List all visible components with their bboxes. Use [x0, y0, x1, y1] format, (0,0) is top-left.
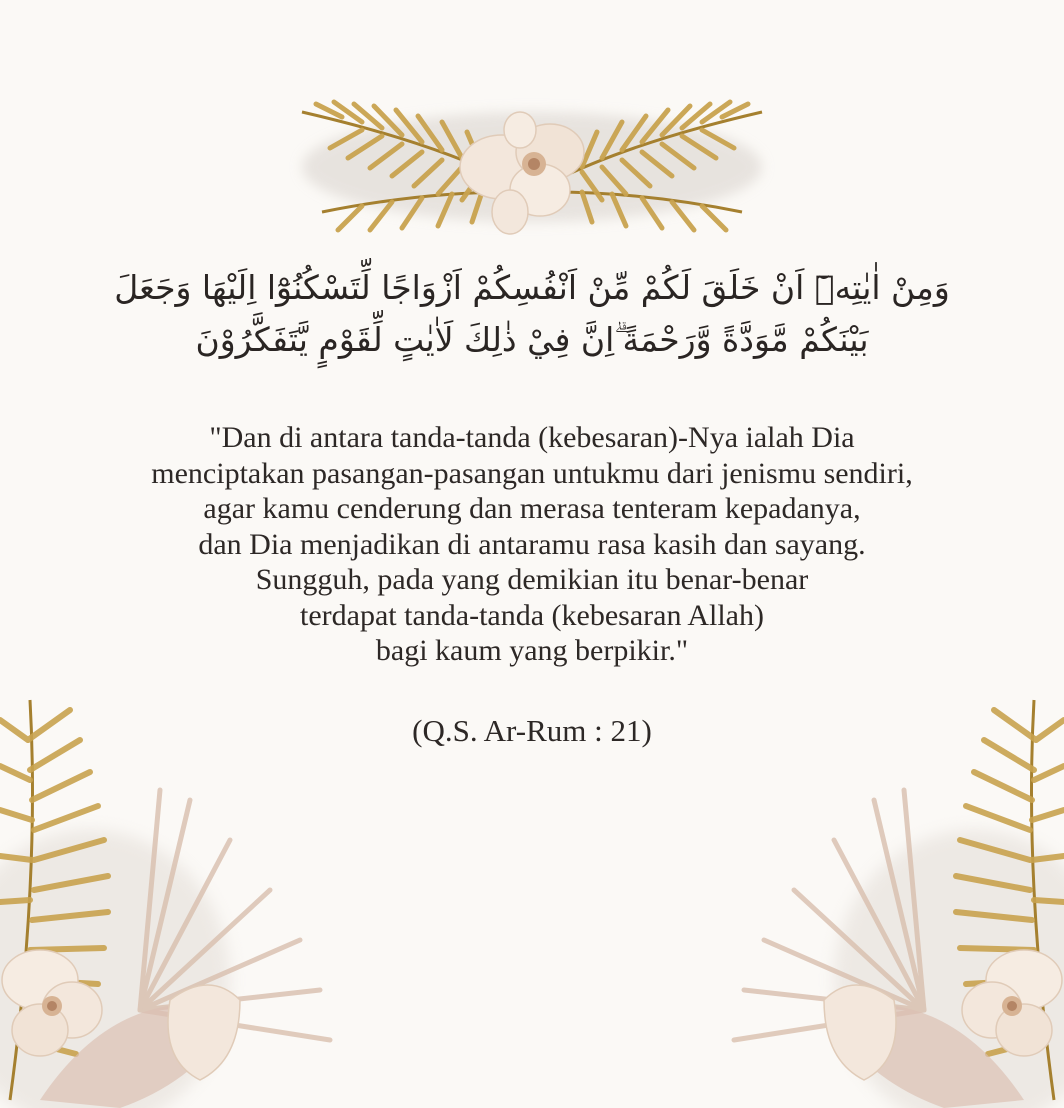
top-leaf-orchid-icon	[282, 72, 782, 252]
translation-line: bagi kaum yang berpikir."	[375, 634, 689, 667]
verse-translation	[60, 420, 1004, 669]
translation-line: menciptakan pasangan-pasangan untukmu dari jenismu sendiri,	[151, 456, 913, 490]
verse-citation: (Q.S. Ar-Rum : 21)	[412, 713, 652, 748]
translation-line: agar kamu cenderung dan merasa tenteram kepadanya,	[203, 492, 861, 525]
arabic-verse-line: بَيْنَكُمْ مَّوَدَّةً وَّرَحْمَةً ۗاِنَّ فِيْ ذٰلِكَ لَاٰيٰتٍ لِّقَوْمٍ يَّتَفَكَّرُوْنَ	[195, 320, 869, 359]
translation-line: "Dan di antara tanda-tanda (kebesaran)-Nya ialah Dia	[209, 421, 855, 454]
translation-line: terdapat tanda-tanda (kebesaran Allah)	[300, 598, 764, 632]
arabic-verse	[60, 262, 1004, 366]
bottom-right-leaf-orchid-icon	[704, 680, 1064, 1108]
translation-line: dan Dia menjadikan di antaramu rasa kasih dan sayang.	[198, 527, 866, 561]
arabic-verse-line: وَمِنْ اٰيٰتِهٖٓ اَنْ خَلَقَ لَكُمْ مِّنْ اَنْفُسِكُمْ اَزْوَاجًا لِّتَسْكُنُوْٓا اِلَيْهَا وَجَعَلَ	[114, 268, 950, 307]
bottom-left-leaf-orchid-icon	[0, 680, 360, 1108]
translation-line: Sungguh, pada yang demikian itu benar-benar	[255, 563, 809, 596]
